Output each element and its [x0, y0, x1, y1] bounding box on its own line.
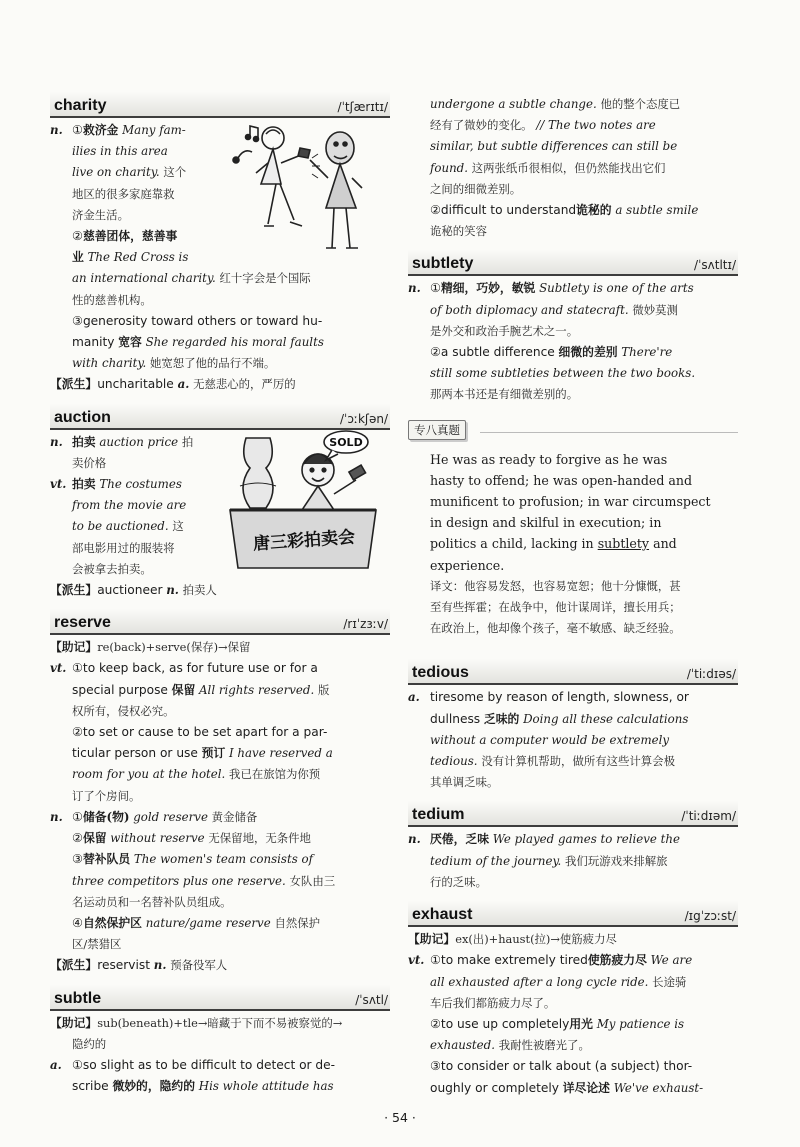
phonetic: /ɪgˈzɔːst/ [684, 909, 736, 924]
auction-sign-text: 唐三彩拍卖会 [252, 527, 356, 555]
headword: tedious [412, 664, 469, 682]
definition-line: a. ①so slight as to be difficult to detect or de- [50, 1057, 336, 1072]
definition-line: live on charity. 这个 [72, 165, 187, 180]
definition-line: n. ①精细，巧妙，敏锐 Subtlety is one of the arts [408, 281, 694, 296]
exam-passage [408, 449, 738, 640]
definition-line: 那两本书还是有细微差别的。 [430, 387, 579, 402]
translation-line: 至有些挥霍；在战争中，他计谋周详，擅长用兵； [430, 600, 681, 615]
entry-tedium [408, 801, 738, 893]
definition-line: ilies in this area [72, 144, 168, 159]
definition-line: 会被拿去拍卖。 [72, 561, 152, 576]
definition-line: 区/禁猎区 [72, 937, 122, 952]
memo-line: 【助记】ex(出)+haust(拉)→使筋疲力尽 [408, 932, 617, 947]
auction-cartoon-illustration [226, 428, 378, 578]
memo-line: 【助记】re(back)+serve(保存)→保留 [50, 640, 251, 655]
definition-line: ②保留 without reserve 无保留地，无条件地 [72, 831, 311, 846]
definition-line: n. 厌倦，乏味 We played games to relieve the [408, 832, 680, 847]
definition-line: undergone a subtle change. 他的整个态度已 [430, 97, 681, 111]
definition-line: ticular person or use 预订 I have reserved a [72, 746, 333, 761]
entry-subtlety [408, 250, 738, 405]
definition-line: 权所有，侵权必究。 [72, 703, 175, 718]
definition-line: room for you at the hotel. 我已在旅馆为你预 [72, 767, 321, 782]
definition-line: 济金生活。 [72, 207, 129, 222]
exam-section [408, 414, 738, 640]
definition-line: vt. ①to keep back, as for future use or for a [50, 661, 318, 676]
definition-line: 车后我们都筋疲力尽了。 [430, 995, 556, 1010]
definition-line: 诡秘的笑容 [430, 224, 487, 239]
definition-line: 部电影用过的服装将 [72, 540, 175, 555]
exam-label: 专八真题 [408, 420, 466, 440]
entry-header [408, 901, 738, 927]
definition-line: vt. 拍卖 The costumes [50, 477, 182, 492]
entry-header [408, 659, 738, 685]
definition-line: tedium of the journey. 我们玩游戏来排解旅 [430, 853, 668, 868]
exam-divider [480, 432, 738, 433]
definition-line: ③替补队员 The women's team consists of [72, 852, 313, 867]
memo-line: 隐约的 [72, 1036, 107, 1051]
definition-line: ④自然保护区 nature/game reserve 自然保护 [72, 915, 321, 930]
definition-line: a. tiresome by reason of length, slowness, or [408, 690, 689, 705]
headword: subtlety [412, 255, 474, 273]
phonetic: /ˈtʃærɪtɪ/ [337, 100, 388, 114]
definition-line: oughly or completely 详尽论述 We've exhaust- [430, 1080, 704, 1095]
entry-exhaust [408, 901, 738, 1099]
exam-line: munificent to profusion; in war circumspect [430, 494, 711, 510]
definition-line: 经有了微妙的变化。 // The two notes are [430, 118, 656, 133]
exam-line: experience. [430, 557, 505, 573]
phonetic: /rɪˈzɜːv/ [343, 617, 388, 632]
memo-line: 【助记】sub(beneath)+tle→暗藏于下而不易被察觉的→ [50, 1015, 343, 1030]
definition-line: of both diplomacy and statecraft. 微妙莫测 [430, 302, 678, 317]
entry-subtle [50, 985, 390, 1098]
definition-line: ③generosity toward others or toward hu- [72, 313, 323, 328]
derived-line: 【派生】auctioneer n. 拍卖人 [50, 583, 217, 598]
definition-line: an international charity. 红十字会是个国际 [72, 271, 311, 286]
definition-line: still some subtleties between the two books. [430, 366, 696, 381]
derived-line: 【派生】uncharitable a. 无慈悲心的，严厉的 [50, 377, 296, 392]
phonetic: /ˈsʌtltɪ/ [694, 258, 736, 273]
entry-reserve [50, 609, 390, 976]
definition-line: n. 拍卖 auction price 拍 [50, 434, 194, 449]
translation-line: 译文：他容易发怒，也容易宽恕；他十分慷慨，甚 [430, 578, 681, 593]
entry-tedious [408, 659, 738, 793]
phonetic: /ˈɔːkʃən/ [340, 411, 388, 426]
headword: charity [54, 97, 107, 114]
page-number: · 54 · [384, 1110, 416, 1125]
headword: exhaust [412, 906, 473, 924]
definition-line: 业 The Red Cross is [72, 250, 189, 265]
phonetic: /ˈsʌtl/ [355, 992, 388, 1007]
headword: subtle [54, 989, 102, 1007]
definition-line: ②慈善团体，慈善事 [72, 229, 178, 244]
entry-header [408, 801, 738, 827]
exam-line: He was as ready to forgive as he was [430, 451, 668, 467]
definition-line: 订了个房间。 [72, 788, 141, 803]
definition-line: three competitors plus one reserve. 女队由三 [72, 873, 336, 888]
derived-line: 【派生】reservist n. 预备役军人 [50, 958, 228, 973]
definition-line: tedious. 没有计算机帮助，做所有这些计算会极 [430, 754, 675, 769]
definition-line: 其单调乏味。 [430, 775, 499, 790]
exam-line: hasty to offend; he was open-handed and [430, 472, 693, 488]
entry-subtle-continued [408, 94, 738, 242]
definition-line: scribe 微妙的，隐约的 His whole attitude has [72, 1079, 334, 1094]
definition-line: without a computer would be extremely [430, 732, 670, 747]
definition-line: from the movie are [72, 498, 187, 513]
definition-line: 是外交和政治手腕艺术之一。 [430, 323, 579, 338]
definition-line: found. 这两张纸币很相似，但仍然能找出它们 [430, 160, 666, 175]
definition-line: 之间的细微差别。 [430, 181, 522, 196]
phonetic: /ˈtiːdɪəm/ [681, 809, 736, 824]
definition-line: vt. ①to make extremely tired使筋疲力尽 We are [408, 953, 693, 968]
charity-cartoon-illustration [228, 118, 378, 258]
definition-line: with charity. 她宽恕了他的品行不端。 [72, 356, 276, 371]
definition-line: ②a subtle difference 细微的差别 There're [430, 345, 673, 360]
entry-header [50, 609, 390, 635]
definition-line: ②to use up completely用光 My patience is [430, 1016, 685, 1031]
definition-line: n. ①救济金 Many fam- [50, 123, 186, 137]
exam-line: politics a child, lacking in subtlety and [430, 536, 677, 552]
sold-text: SOLD [329, 436, 363, 449]
phonetic: /ˈtiːdɪəs/ [686, 667, 736, 682]
definition-line: 名运动员和一名替补队员组成。 [72, 894, 232, 909]
definition-line: to be auctioned. 这 [72, 519, 184, 534]
definition-line: ②difficult to understand诡秘的 a subtle smile [430, 203, 699, 218]
definition-line: exhausted. 我耐性被磨光了。 [430, 1038, 590, 1053]
entry-header [408, 250, 738, 276]
definition-line: 性的慈善机构。 [72, 292, 152, 307]
translation-line: 在政治上，他却像个孩子，毫不敏感、缺乏经验。 [430, 621, 681, 636]
definition-line: ③to consider or talk about (a subject) thor- [430, 1059, 693, 1074]
definition-line: manity 宽容 She regarded his moral faults [72, 335, 324, 350]
right-column [408, 94, 738, 1107]
definition-line: 地区的很多家庭靠救 [72, 186, 175, 201]
definition-line: 行的乏味。 [430, 874, 487, 889]
headword: auction [54, 408, 111, 426]
exam-line: in design and skilful in execution; in [430, 515, 662, 531]
definition-line: 卖价格 [72, 455, 107, 470]
underlined-word: subtlety [597, 536, 650, 552]
definition-line: special purpose 保留 All rights reserved. 版 [72, 682, 330, 697]
definition-line: dullness 乏味的 Doing all these calculations [430, 711, 689, 726]
definition-line: all exhausted after a long cycle ride. 长途骑 [430, 974, 687, 989]
entry-header [50, 92, 390, 118]
entry-header [50, 404, 390, 430]
entry-header [50, 985, 390, 1011]
headword: tedium [412, 806, 465, 824]
headword: reserve [54, 614, 111, 632]
definition-line: ②to set or cause to be set apart for a par- [72, 725, 328, 740]
definition-line: n. ①储备(物) gold reserve 黄金储备 [50, 809, 258, 824]
definition-line: similar, but subtle differences can still be [430, 139, 678, 154]
